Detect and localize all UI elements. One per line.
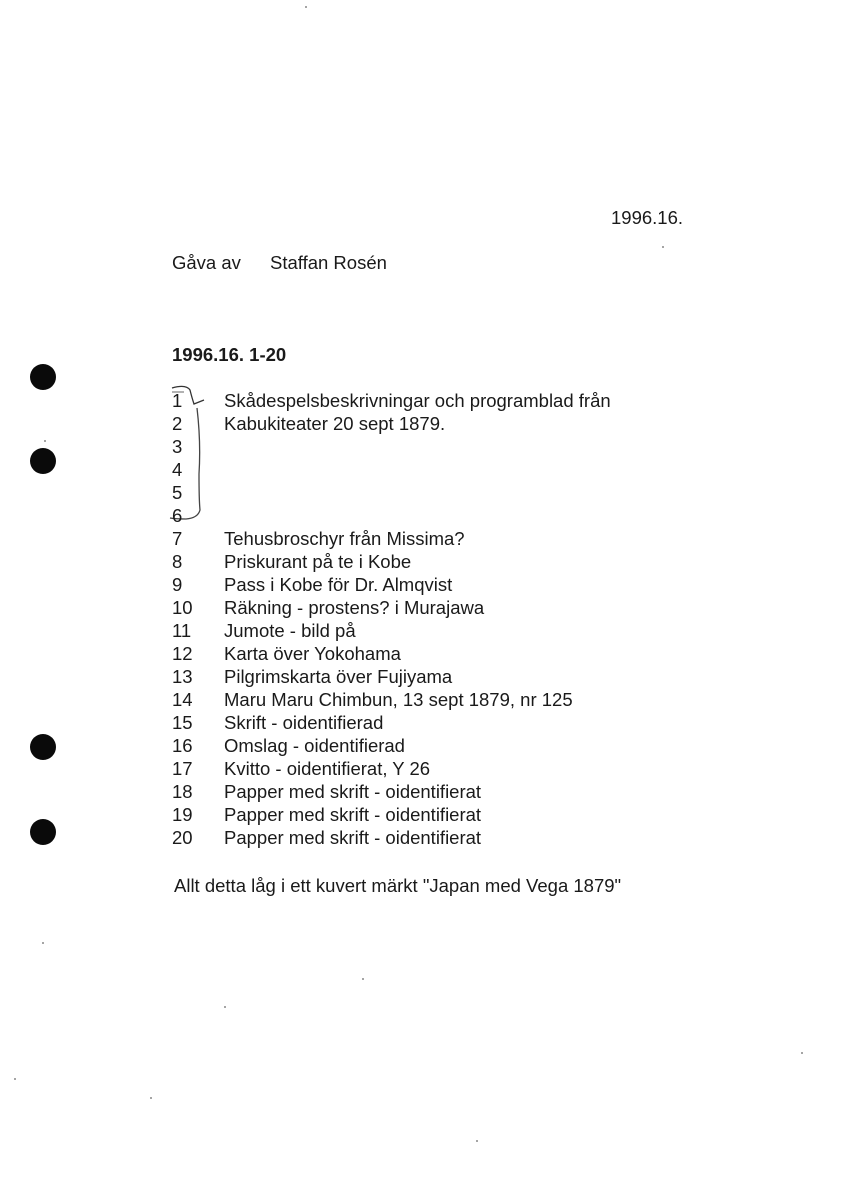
item-number: 4 [172,459,183,480]
item-number: 2 [172,413,183,434]
item-description: Maru Maru Chimbun, 13 sept 1879, nr 125 [224,689,573,710]
envelope-note: Allt detta låg i ett kuvert märkt "Japan med Vega 1879" [174,875,622,896]
item-description: Pass i Kobe för Dr. Almqvist [224,574,453,595]
item-description: Tehusbroschyr från Missima? [224,528,465,549]
scan-speck [362,978,364,980]
item-number: 3 [172,436,183,457]
accession-reference: 1996.16. [611,207,684,228]
gift-label: Gåva av [172,252,241,273]
item-description: Jumote - bild på [224,620,356,641]
item-number: 13 [172,666,193,687]
item-description: Omslag - oidentifierad [224,735,405,756]
item-description: Räkning - prostens? i Murajawa [224,597,485,618]
scan-speck [14,1078,16,1080]
item-description: Kvitto - oidentifierat, Y 26 [224,758,431,779]
item-number: 12 [172,643,193,664]
item-number: 10 [172,597,193,618]
scan-speck [44,440,46,442]
item-description: Papper med skrift - oidentifierat [224,804,482,825]
item-number: 15 [172,712,193,733]
scan-speck [801,1052,803,1054]
item-description: Papper med skrift - oidentifierat [224,781,482,802]
item-number: 18 [172,781,193,802]
group-description-line: Kabukiteater 20 sept 1879. [224,413,446,434]
donor-name: Staffan Rosén [270,252,387,273]
scan-speck [224,1006,226,1008]
item-number: 8 [172,551,183,572]
item-number: 17 [172,758,193,779]
scan-speck [662,246,664,248]
item-number: 20 [172,827,193,848]
item-description: Karta över Yokohama [224,643,401,664]
punch-hole [30,734,56,760]
scan-speck [305,6,307,8]
punch-hole [30,819,56,845]
item-description: Pilgrimskarta över Fujiyama [224,666,453,687]
scan-speck [42,942,44,944]
item-number: 16 [172,735,193,756]
group-description-line: Skådespelsbeskrivningar och programblad från [224,390,611,411]
item-number: 7 [172,528,183,549]
item-number: 6 [172,505,183,526]
item-number: 11 [172,620,192,641]
item-number: 1 [172,390,183,411]
item-range-heading: 1996.16. 1-20 [172,344,287,365]
punch-hole [30,448,56,474]
item-description: Skrift - oidentifierad [224,712,384,733]
item-description: Papper med skrift - oidentifierat [224,827,482,848]
item-description: Priskurant på te i Kobe [224,551,412,572]
scan-speck [150,1097,152,1099]
item-number: 5 [172,482,183,503]
item-number: 19 [172,804,193,825]
punch-hole [30,364,56,390]
item-number: 14 [172,689,193,710]
scan-speck [476,1140,478,1142]
item-number: 9 [172,574,183,595]
